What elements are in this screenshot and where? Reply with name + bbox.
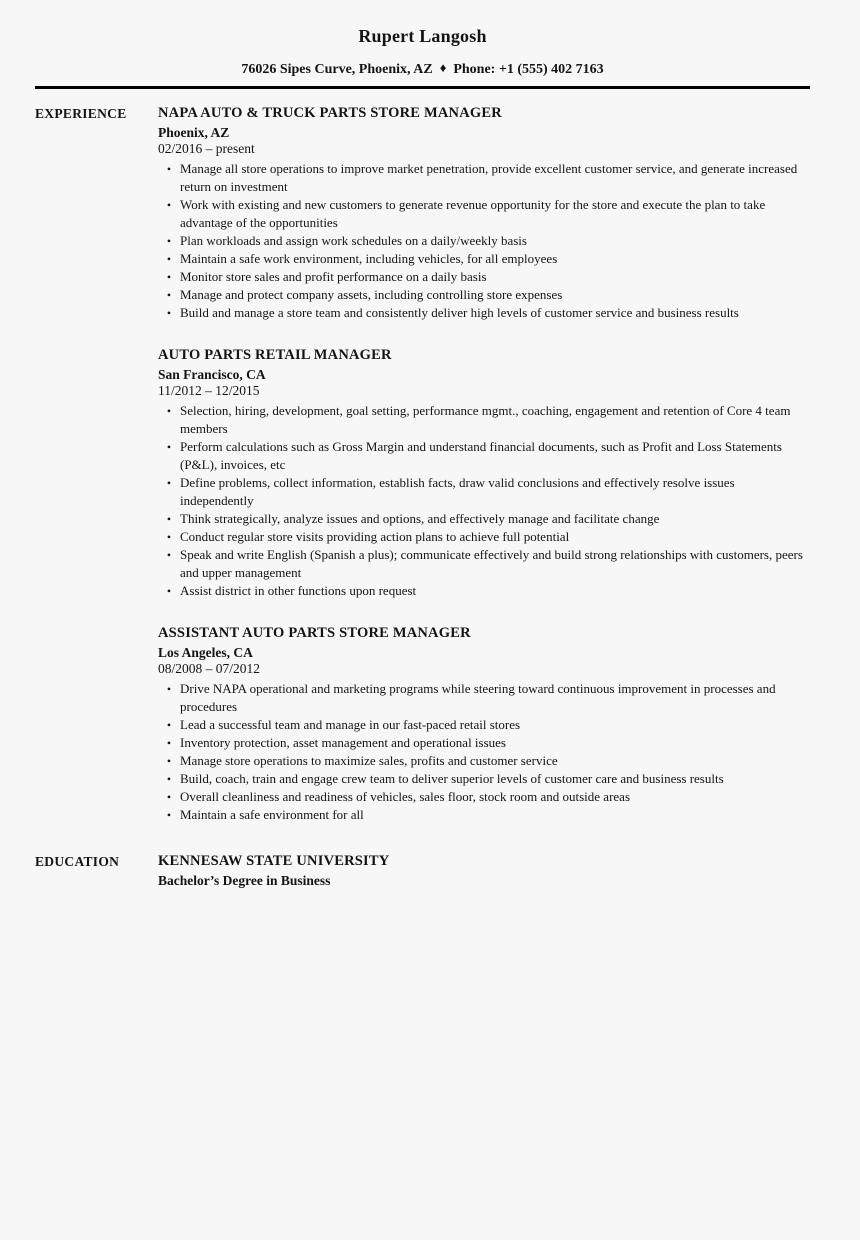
section-entries [158, 852, 810, 889]
bullet-item [158, 402, 810, 438]
bullet-item [158, 196, 810, 232]
entry-title: ASSISTANT AUTO PARTS STORE MANAGER [158, 624, 471, 641]
bullet-icon: • [166, 753, 172, 768]
bullet-icon: • [166, 197, 172, 212]
bullet-icon: • [166, 807, 172, 822]
bullet-item [158, 510, 810, 528]
bullet-icon: • [166, 771, 172, 786]
entry-title: KENNESAW STATE UNIVERSITY [158, 852, 390, 869]
bullet-icon: • [166, 475, 172, 490]
bullet-icon: • [166, 735, 172, 750]
resume-entry [158, 852, 810, 889]
bullet-text: Manage store operations to maximize sales, profits and customer service [180, 752, 558, 768]
entry-title: AUTO PARTS RETAIL MANAGER [158, 346, 392, 363]
contact-address: 76026 Sipes Curve, Phoenix, AZ [241, 62, 433, 77]
bullet-item [158, 546, 810, 582]
bullet-icon: • [166, 305, 172, 320]
bullet-text: Monitor store sales and profit performance on a daily basis [180, 268, 487, 284]
bullet-icon: • [166, 161, 172, 176]
entry-title: NAPA AUTO & TRUCK PARTS STORE MANAGER [158, 104, 502, 121]
bullet-text: Plan workloads and assign work schedules on a daily/weekly basis [180, 232, 527, 248]
bullet-item [158, 232, 810, 250]
bullet-item [158, 286, 810, 304]
bullet-item [158, 806, 810, 824]
entry-dates: 02/2016 – present [158, 140, 255, 156]
bullet-text: Manage all store operations to improve market penetration, provide excellent customer service, and generate increased return on investment [180, 160, 798, 194]
bullet-item [158, 734, 810, 752]
entry-subtitle: San Francisco, CA [158, 366, 266, 382]
contact-phone: Phone: +1 (555) 402 7163 [453, 62, 604, 77]
bullet-icon: • [166, 717, 172, 732]
bullet-icon: • [166, 529, 172, 544]
bullet-icon: • [166, 251, 172, 266]
bullet-text: Overall cleanliness and readiness of vehicles, sales floor, stock room and outside areas [180, 788, 630, 804]
resume-entry [158, 624, 810, 824]
resume-section [35, 104, 810, 824]
bullet-text: Build, coach, train and engage crew team to deliver superior levels of customer care and business results [180, 770, 724, 786]
bullet-item [158, 268, 810, 286]
person-name: Rupert Langosh [358, 26, 487, 46]
resume-section [35, 852, 810, 889]
section-label: EDUCATION [35, 853, 120, 869]
bullet-item [158, 680, 810, 716]
bullet-item [158, 528, 810, 546]
bullet-item [158, 474, 810, 510]
bullet-text: Perform calculations such as Gross Margin and understand financial documents, such as Profit and Loss Statements (P&L), invoices, etc [180, 438, 782, 472]
resume-entry [158, 346, 810, 600]
bullet-text: Selection, hiring, development, goal setting, performance mgmt., coaching, engagement and retention of Core 4 team members [180, 402, 791, 436]
bullet-text: Build and manage a store team and consistently deliver high levels of customer service and business results [180, 304, 739, 320]
bullet-item [158, 770, 810, 788]
entry-subtitle: Phoenix, AZ [158, 124, 230, 140]
bullet-icon: • [166, 439, 172, 454]
section-entries [158, 104, 810, 824]
entry-bullets [158, 402, 810, 600]
bullet-item [158, 788, 810, 806]
bullet-item [158, 752, 810, 770]
bullet-item [158, 438, 810, 474]
bullet-text: Manage and protect company assets, including controlling store expenses [180, 286, 563, 302]
bullet-text: Think strategically, analyze issues and options, and effectively manage and facilitate change [180, 510, 660, 526]
diamond-separator-icon: ♦ [439, 60, 447, 75]
bullet-icon: • [166, 233, 172, 248]
bullet-text: Maintain a safe environment for all [180, 806, 364, 822]
bullet-text: Conduct regular store visits providing action plans to achieve full potential [180, 528, 570, 544]
entry-subtitle: Los Angeles, CA [158, 644, 253, 660]
resume-header [35, 25, 810, 89]
bullet-item [158, 304, 810, 322]
bullet-icon: • [166, 511, 172, 526]
bullet-text: Inventory protection, asset management and operational issues [180, 734, 506, 750]
entry-bullets [158, 680, 810, 824]
section-label: EXPERIENCE [35, 105, 127, 121]
entry-bullets [158, 160, 810, 322]
bullet-text: Speak and write English (Spanish a plus); communicate effectively and build strong relationships with customers, peers and upper management [180, 546, 803, 580]
bullet-text: Lead a successful team and manage in our fast-paced retail stores [180, 716, 521, 732]
contact-line [35, 60, 810, 78]
resume-entry [158, 104, 810, 322]
bullet-icon: • [166, 403, 172, 418]
bullet-icon: • [166, 681, 172, 696]
entry-dates: 11/2012 – 12/2015 [158, 382, 260, 398]
bullet-text: Assist district in other functions upon request [180, 582, 417, 598]
entry-subtitle: Bachelor’s Degree in Business [158, 872, 331, 888]
header-divider [35, 86, 810, 89]
bullet-item [158, 716, 810, 734]
bullet-text: Define problems, collect information, establish facts, draw valid conclusions and effectively resolve issues independently [180, 474, 735, 508]
bullet-icon: • [166, 583, 172, 598]
resume-sections [35, 104, 810, 889]
bullet-text: Drive NAPA operational and marketing programs while steering toward continuous improvement in processes and procedures [180, 680, 776, 714]
bullet-icon: • [166, 789, 172, 804]
bullet-icon: • [166, 287, 172, 302]
bullet-item [158, 160, 810, 196]
bullet-icon: • [166, 269, 172, 284]
entry-dates: 08/2008 – 07/2012 [158, 660, 261, 676]
bullet-item [158, 250, 810, 268]
bullet-item [158, 582, 810, 600]
bullet-icon: • [166, 547, 172, 562]
bullet-text: Maintain a safe work environment, including vehicles, for all employees [180, 250, 558, 266]
bullet-text: Work with existing and new customers to generate revenue opportunity for the store and execute the plan to take advantage of the opportunities [180, 196, 766, 230]
